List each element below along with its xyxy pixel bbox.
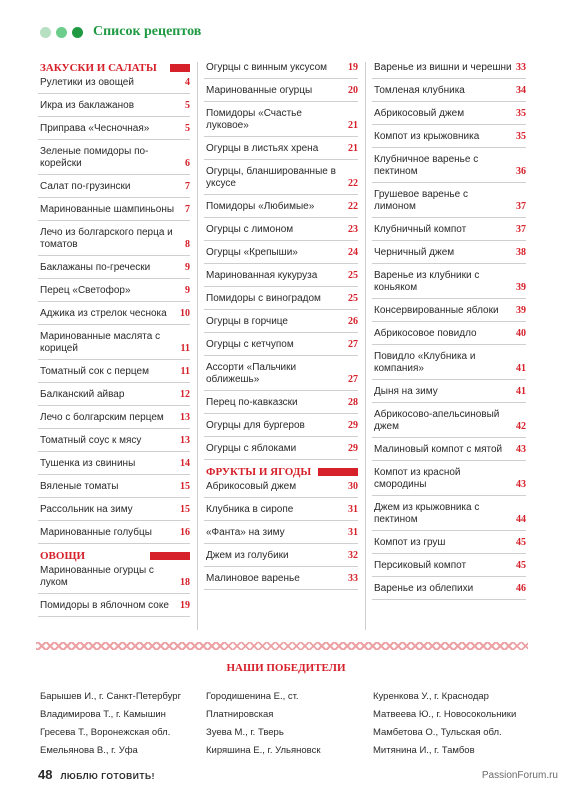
recipe-list-item [372, 108, 526, 125]
recipe-list-item [372, 502, 526, 531]
recipe-name: Маринованные маслята с корицей [40, 331, 161, 354]
recipe-page-number: 45 [516, 560, 526, 571]
recipe-name: Баклажаны по-гречески [40, 262, 151, 273]
recipe-page-number: 19 [180, 600, 190, 611]
section-heading-text: ЗАКУСКИ И САЛАТЫ [40, 62, 157, 74]
recipe-name: Икра из баклажанов [40, 100, 135, 111]
recipe-page-number: 15 [180, 481, 190, 492]
recipe-name: Джем из крыжовника с пектином [374, 502, 480, 525]
winner-name: Киряшина Е., г. Ульяновск [206, 745, 321, 756]
recipe-name: Абрикосовый джем [374, 108, 465, 119]
recipe-list-item [372, 224, 526, 241]
section-heading-text: ОВОЩИ [40, 550, 86, 562]
recipe-name: Огурцы «Крепыши» [206, 247, 298, 258]
recipe-list-item [38, 600, 190, 617]
recipe-page-number: 46 [516, 583, 526, 594]
recipe-page-number: 8 [185, 239, 190, 250]
recipe-name: Маринованные голубцы [40, 527, 152, 538]
recipe-page-number: 28 [348, 397, 358, 408]
page-number: 48 [38, 767, 53, 782]
recipe-page-number: 27 [348, 374, 358, 385]
recipe-list-item [204, 362, 358, 391]
recipe-page-number: 29 [348, 420, 358, 431]
recipe-page-number: 23 [348, 224, 358, 235]
column-divider [197, 62, 198, 630]
recipe-name: Джем из голубики [206, 550, 289, 561]
recipe-page-number: 31 [348, 504, 358, 515]
recipe-name: Огурцы с яблоками [206, 443, 297, 454]
winner-name: Зуева М., г. Тверь [206, 727, 284, 738]
recipe-list-item [372, 351, 526, 380]
recipe-list-item [38, 181, 190, 198]
recipe-page-number: 35 [516, 131, 526, 142]
recipe-name: Компот из груш [374, 537, 446, 548]
recipe-name: Салат по-грузински [40, 181, 131, 192]
recipe-list-item [204, 293, 358, 310]
recipe-list-item [204, 166, 358, 195]
recipe-name: Малиновый компот с мятой [374, 444, 503, 455]
recipe-name: Ассорти «Пальчики оближешь» [206, 362, 297, 385]
recipe-page-number: 41 [516, 363, 526, 374]
recipe-list-item [372, 247, 526, 264]
page-header [40, 22, 201, 42]
recipe-page-number: 4 [185, 77, 190, 88]
recipe-page-number: 18 [180, 577, 190, 588]
section-heading-bar [150, 552, 190, 560]
recipe-page-number: 20 [348, 85, 358, 96]
decorative-border [36, 642, 528, 650]
recipe-name: Абрикосовый джем [206, 481, 297, 492]
recipe-list-item [372, 560, 526, 577]
recipe-page-number: 12 [180, 389, 190, 400]
recipe-page-number: 13 [180, 412, 190, 423]
recipe-name: Помидоры «Счастье луковое» [206, 108, 302, 131]
recipe-page-number: 39 [516, 282, 526, 293]
recipe-list-item [204, 481, 358, 498]
recipe-page-number: 39 [516, 305, 526, 316]
recipe-column-1 [38, 62, 190, 623]
recipe-list-item [372, 85, 526, 102]
winners-column-2 [206, 688, 366, 760]
recipe-page-number: 22 [348, 178, 358, 189]
recipe-list-item [204, 143, 358, 160]
recipe-list-item [372, 583, 526, 600]
recipe-list-item [38, 77, 190, 94]
recipe-page-number: 21 [348, 120, 358, 131]
recipe-list-item [372, 305, 526, 322]
recipe-name: Томатный сок с перцем [40, 366, 149, 377]
recipe-list-item [372, 131, 526, 148]
recipe-name: Огурцы с кетчупом [206, 339, 294, 350]
winner-name: Мамбетова О., Тульская обл. [373, 727, 502, 738]
light-green-dot-icon [40, 27, 51, 38]
recipe-page-number: 32 [348, 550, 358, 561]
recipe-list-item [38, 285, 190, 302]
column-divider [365, 62, 366, 630]
recipe-list-item [372, 189, 526, 218]
recipe-name: Лечо с болгарским перцем [40, 412, 164, 423]
recipe-name: Огурцы с лимоном [206, 224, 294, 235]
recipe-page-number: 44 [516, 514, 526, 525]
recipe-list-item [372, 154, 526, 183]
recipe-name: Персиковый компот [374, 560, 467, 571]
recipe-name: Помидоры с виноградом [206, 293, 321, 304]
recipe-page-number: 38 [516, 247, 526, 258]
page-title: Список рецептов [93, 24, 202, 39]
recipe-list-item [204, 85, 358, 102]
recipe-page-number: 15 [180, 504, 190, 515]
recipe-list-item [204, 62, 358, 79]
recipe-page-number: 42 [516, 421, 526, 432]
recipe-page-number: 36 [516, 166, 526, 177]
recipe-name: Черничный джем [374, 247, 455, 258]
recipe-list-item [38, 565, 190, 594]
recipe-page-number: 29 [348, 443, 358, 454]
recipe-name: Приправа «Чесночная» [40, 123, 150, 134]
winner-name: Городишенина Е., ст. Платнировская [206, 691, 299, 720]
recipe-page-number: 37 [516, 224, 526, 235]
recipe-list-item [204, 270, 358, 287]
section-heading-bar [170, 64, 190, 72]
dark-green-dot-icon [72, 27, 83, 38]
recipe-list-item [38, 481, 190, 498]
recipe-list-item [38, 123, 190, 140]
recipe-page-number: 43 [516, 444, 526, 455]
recipe-list-item [204, 316, 358, 333]
recipe-page-number: 40 [516, 328, 526, 339]
recipe-page-number: 27 [348, 339, 358, 350]
recipe-list-item [204, 397, 358, 414]
recipe-page-number: 14 [180, 458, 190, 469]
page-footer [38, 767, 155, 782]
recipe-page-number: 19 [348, 62, 358, 73]
winner-name: Гресева Т., Воронежская обл. [40, 727, 171, 738]
recipe-name: Балканский айвар [40, 389, 125, 400]
recipe-page-number: 45 [516, 537, 526, 548]
recipe-list-item [372, 444, 526, 461]
recipe-list-item [204, 504, 358, 521]
section-heading [204, 466, 358, 479]
recipe-page-number: 5 [185, 100, 190, 111]
winner-name: Митянина И., г. Тамбов [373, 745, 475, 756]
recipe-list-item [38, 100, 190, 117]
recipe-list-item [38, 227, 190, 256]
recipe-page-number: 22 [348, 201, 358, 212]
winner-name: Куренкова У., г. Краснодар [373, 691, 489, 702]
recipe-name: Маринованные огурцы [206, 85, 313, 96]
recipe-list-item [372, 270, 526, 299]
recipe-name: Абрикосовое повидло [374, 328, 477, 339]
recipe-list-item [204, 247, 358, 264]
recipe-list-item [38, 435, 190, 452]
recipe-list-item [372, 328, 526, 345]
recipe-list-item [372, 409, 526, 438]
recipe-list-item [204, 420, 358, 437]
recipe-page-number: 33 [348, 573, 358, 584]
recipe-page-number: 31 [348, 527, 358, 538]
winner-name: Емельянова В., г. Уфа [40, 745, 138, 756]
recipe-name: Консервированные яблоки [374, 305, 499, 316]
recipe-list-item [38, 262, 190, 279]
winners-column-3 [373, 688, 533, 760]
recipe-name: Перец по-кавказски [206, 397, 298, 408]
recipe-page-number: 43 [516, 479, 526, 490]
recipe-page-number: 11 [180, 366, 190, 377]
recipe-list-item [204, 339, 358, 356]
recipe-list-item [204, 201, 358, 218]
winner-name: Владимирова Т., г. Камышин [40, 709, 166, 720]
recipe-name: Тушенка из свинины [40, 458, 136, 469]
recipe-name: Дыня на зиму [374, 386, 438, 397]
recipe-page-number: 7 [185, 181, 190, 192]
recipe-page-number: 9 [185, 285, 190, 296]
recipe-list-item [372, 537, 526, 554]
recipe-page-number: 25 [348, 293, 358, 304]
winners-title: НАШИ ПОБЕДИТЕЛИ [226, 662, 346, 674]
recipe-list-item [38, 204, 190, 221]
section-heading [38, 550, 190, 563]
recipe-name: Абрикосово-апельсиновый джем [374, 409, 500, 432]
recipe-name: Малиновое варенье [206, 573, 300, 584]
recipe-page-number: 30 [348, 481, 358, 492]
recipe-list-item [372, 62, 526, 79]
section-heading-text: ФРУКТЫ И ЯГОДЫ [206, 466, 312, 478]
recipe-name: Огурцы в горчице [206, 316, 288, 327]
recipe-list-item [38, 389, 190, 406]
winner-name: Матвеева Ю., г. Новосокольники [373, 709, 517, 720]
recipe-name: Томатный соус к мясу [40, 435, 142, 446]
recipe-page-number: 35 [516, 108, 526, 119]
recipe-page-number: 21 [348, 143, 358, 154]
recipe-name: «Фанта» на зиму [206, 527, 285, 538]
recipe-name: Помидоры «Любимые» [206, 201, 315, 212]
section-heading [38, 62, 190, 75]
recipe-page-number: 37 [516, 201, 526, 212]
recipe-name: Томленая клубника [374, 85, 465, 96]
recipe-list-item [204, 573, 358, 590]
recipe-list-item [204, 550, 358, 567]
recipe-name: Перец «Светофор» [40, 285, 131, 296]
magazine-name: ЛЮБЛЮ ГОТОВИТЬ! [60, 771, 155, 781]
recipe-page-number: 25 [348, 270, 358, 281]
recipe-list-item [38, 412, 190, 429]
recipe-name: Грушевое варенье с лимоном [374, 189, 468, 212]
recipe-page-number: 10 [180, 308, 190, 319]
recipe-name: Маринованные шампиньоны [40, 204, 175, 215]
recipe-page-number: 5 [185, 123, 190, 134]
recipe-name: Компот из красной смородины [374, 467, 461, 490]
recipe-page-number: 11 [180, 343, 190, 354]
winners-column-1 [40, 688, 200, 760]
recipe-page-number: 13 [180, 435, 190, 446]
recipe-name: Клубничное варенье с пектином [374, 154, 479, 177]
recipe-name: Помидоры в яблочном соке [40, 600, 169, 611]
recipe-list-item [38, 366, 190, 383]
recipe-name: Клубничный компот [374, 224, 467, 235]
recipe-name: Огурцы, бланшированные в уксусе [206, 166, 336, 189]
recipe-name: Маринованные огурцы с луком [40, 565, 154, 588]
recipe-page-number: 41 [516, 386, 526, 397]
recipe-name: Огурцы в листьях хрена [206, 143, 319, 154]
section-heading-bar [318, 468, 358, 476]
recipe-name: Рулетики из овощей [40, 77, 134, 88]
recipe-name: Огурцы с винным уксусом [206, 62, 328, 73]
recipe-name: Повидло «Клубника и компания» [374, 351, 476, 374]
recipe-page-number: 24 [348, 247, 358, 258]
recipe-name: Рассольник на зиму [40, 504, 133, 515]
recipe-column-3 [372, 62, 526, 606]
recipe-list-item [38, 308, 190, 325]
recipe-list-item [38, 458, 190, 475]
recipe-name: Компот из крыжовника [374, 131, 480, 142]
recipe-list-item [372, 386, 526, 403]
recipe-list-item [38, 527, 190, 544]
recipe-name: Вяленые томаты [40, 481, 119, 492]
recipe-name: Аджика из стрелок чеснока [40, 308, 167, 319]
recipe-name: Лечо из болгарского перца и томатов [40, 227, 173, 250]
recipe-list-item [204, 224, 358, 241]
recipe-name: Варенье из вишни и черешни [374, 62, 512, 73]
recipe-list-item [38, 331, 190, 360]
recipe-page-number: 9 [185, 262, 190, 273]
recipe-list-item [204, 443, 358, 460]
recipe-list-item [38, 504, 190, 521]
recipe-list-item [38, 146, 190, 175]
recipe-list-item [204, 108, 358, 137]
recipe-list-item [372, 467, 526, 496]
recipe-name: Клубника в сиропе [206, 504, 294, 515]
recipe-name: Маринованная кукуруза [206, 270, 318, 281]
recipe-name: Огурцы для бургеров [206, 420, 305, 431]
recipe-page-number: 34 [516, 85, 526, 96]
recipe-page-number: 7 [185, 204, 190, 215]
recipe-column-2 [204, 62, 358, 596]
recipe-name: Зеленые помидоры по-корейски [40, 146, 149, 169]
recipe-name: Варенье из клубники с коньяком [374, 270, 480, 293]
winner-name: Барышев И., г. Санкт-Петербург [40, 691, 182, 702]
recipe-page-number: 33 [516, 62, 526, 73]
recipe-list-item [204, 527, 358, 544]
watermark: PassionForum.ru [481, 770, 558, 781]
recipe-page-number: 16 [180, 527, 190, 538]
recipe-page-number: 26 [348, 316, 358, 327]
recipe-name: Варенье из облепихи [374, 583, 474, 594]
recipe-page-number: 6 [185, 158, 190, 169]
green-dot-icon [56, 27, 67, 38]
